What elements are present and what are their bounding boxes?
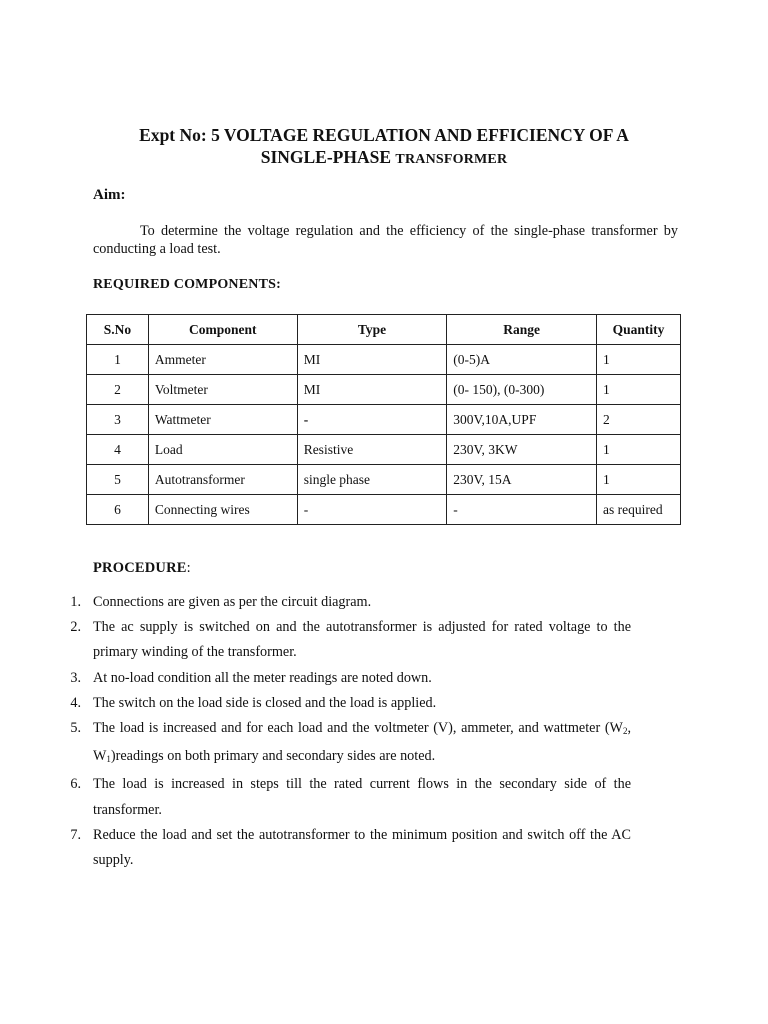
- table-header-row: [87, 315, 681, 345]
- step-text: At no-load condition all the meter readings are noted down.: [93, 669, 432, 686]
- step-text: The load is increased in steps till the rated current flows in the secondary side of the transformer.: [93, 776, 631, 818]
- step-number: 5.: [70, 720, 81, 737]
- cell-type: MI: [297, 345, 447, 375]
- cell-component: Ammeter: [148, 345, 297, 375]
- cell-range: (0-5)A: [447, 345, 597, 375]
- cell-sno: 4: [87, 435, 149, 465]
- cell-component: Load: [148, 435, 297, 465]
- procedure-heading-colon: :: [186, 560, 191, 576]
- title-line-1: Expt No: 5 VOLTAGE REGULATION AND EFFICIENCY OF A: [139, 125, 629, 145]
- step-number: 3.: [70, 669, 81, 686]
- header-sno: S.No: [87, 315, 149, 345]
- cell-quantity: 1: [597, 435, 681, 465]
- document-title: [0, 124, 768, 171]
- cell-quantity: 1: [597, 345, 681, 375]
- table-row: [87, 405, 681, 435]
- list-item: [65, 666, 631, 691]
- cell-type: MI: [297, 375, 447, 405]
- cell-type: -: [297, 405, 447, 435]
- cell-component: Wattmeter: [148, 405, 297, 435]
- cell-quantity: 1: [597, 375, 681, 405]
- procedure-heading: [93, 560, 191, 577]
- table-row: [87, 345, 681, 375]
- list-item: [65, 772, 631, 822]
- cell-type: single phase: [297, 465, 447, 495]
- step-text-part-a: The load is increased and for each load and the voltmeter (V), ammeter, and wattmeter (W: [93, 720, 623, 737]
- table-row: [87, 375, 681, 405]
- cell-sno: 2: [87, 375, 149, 405]
- list-item: [65, 615, 631, 665]
- cell-type: -: [297, 495, 447, 525]
- header-quantity: Quantity: [597, 315, 681, 345]
- components-heading: REQUIRED COMPONENTS:: [93, 277, 281, 292]
- list-item: [65, 691, 631, 716]
- cell-type: Resistive: [297, 435, 447, 465]
- step-number: 1.: [70, 594, 81, 610]
- cell-range: 300V,10A,UPF: [447, 405, 597, 435]
- header-range: Range: [447, 315, 597, 345]
- table-row: [87, 495, 681, 525]
- list-item: [65, 716, 631, 772]
- list-item: [65, 590, 631, 615]
- procedure-heading-label: PROCEDURE: [93, 560, 187, 576]
- cell-sno: 1: [87, 345, 149, 375]
- step-text: Reduce the load and set the autotransformer to the minimum position and switch off the AC supply.: [93, 826, 631, 869]
- cell-quantity: 2: [597, 405, 681, 435]
- step-number: 2.: [70, 619, 81, 636]
- cell-quantity: as required: [597, 495, 681, 525]
- list-item: [65, 823, 631, 873]
- cell-range: (0- 150), (0-300): [447, 375, 597, 405]
- cell-range: 230V, 15A: [447, 465, 597, 495]
- cell-component: Voltmeter: [148, 375, 297, 405]
- cell-component: Connecting wires: [148, 495, 297, 525]
- cell-component: Autotransformer: [148, 465, 297, 495]
- table-row: [87, 465, 681, 495]
- step-subscript-2: 2: [622, 726, 628, 737]
- step-subscript-1: 1: [106, 754, 111, 765]
- step-text: The switch on the load side is closed and the load is applied.: [93, 694, 437, 711]
- step-text-part-c: )readings on both primary and secondary sides are noted.: [110, 748, 436, 765]
- title-line-2-part-a: SINGLE-PHASE: [260, 147, 396, 167]
- aim-text: To determine the voltage regulation and the efficiency of the single-phase transformer by conducting a load test.: [93, 223, 678, 257]
- step-text: The ac supply is switched on and the autotransformer is adjusted for rated voltage to the primary winding of the transformer.: [93, 619, 631, 661]
- step-text: Connections are given as per the circuit diagram.: [93, 594, 372, 610]
- cell-quantity: 1: [597, 465, 681, 495]
- cell-sno: 6: [87, 495, 149, 525]
- title-line-2-part-b: TRANSFORMER: [395, 152, 508, 167]
- table-row: [87, 435, 681, 465]
- header-type: Type: [297, 315, 447, 345]
- cell-sno: 3: [87, 405, 149, 435]
- procedure-steps: [65, 590, 631, 873]
- components-table: [86, 314, 681, 525]
- step-number: 4.: [70, 694, 81, 711]
- header-component: Component: [148, 315, 297, 345]
- cell-range: -: [447, 495, 597, 525]
- step-number: 7.: [70, 826, 81, 843]
- cell-sno: 5: [87, 465, 149, 495]
- cell-range: 230V, 3KW: [447, 435, 597, 465]
- title-line-2: [0, 146, 768, 171]
- aim-heading: Aim:: [93, 187, 126, 203]
- step-number: 6.: [70, 776, 81, 793]
- step-text-part-b: , W: [93, 720, 631, 765]
